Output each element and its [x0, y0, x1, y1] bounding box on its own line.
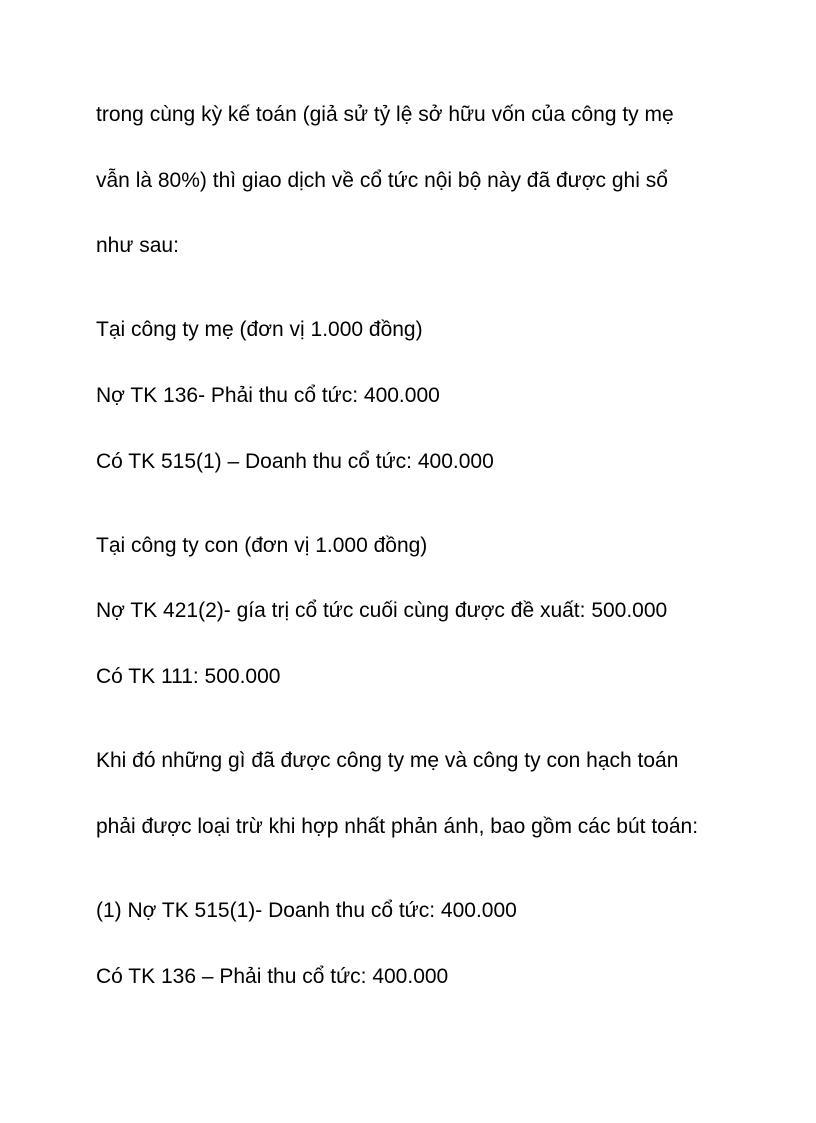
paragraph-line: như sau: [96, 234, 179, 257]
journal-entry-credit: Có TK 515(1) – Doanh thu cổ tức: 400.000 [96, 450, 494, 473]
paragraph-line: phải được loại trừ khi hợp nhất phản ánh, bao gồm các bút toán: [96, 815, 699, 838]
subsidiary-heading: Tại công ty con (đơn vị 1.000 đồng) [96, 534, 428, 557]
elimination-entry-credit: Có TK 136 – Phải thu cổ tức: 400.000 [96, 965, 449, 988]
journal-entry-debit: Nợ TK 136- Phải thu cổ tức: 400.000 [96, 384, 440, 407]
paragraph-line: trong cùng kỳ kế toán (giả sử tỷ lệ sở hữu vốn của công ty mẹ [96, 103, 674, 126]
journal-entry-debit: Nợ TK 421(2)- gía trị cổ tức cuối cùng được đề xuất: 500.000 [96, 599, 668, 622]
elimination-entry-debit: (1) Nợ TK 515(1)- Doanh thu cổ tức: 400.000 [96, 899, 517, 922]
journal-entry-credit: Có TK 111: 500.000 [96, 665, 281, 688]
paragraph-line: Khi đó những gì đã được công ty mẹ và công ty con hạch toán [96, 749, 679, 772]
paragraph-line: vẫn là 80%) thì giao dịch về cổ tức nội bộ này đã được ghi sổ [96, 169, 668, 192]
parent-company-heading: Tại công ty mẹ (đơn vị 1.000 đồng) [96, 318, 423, 341]
